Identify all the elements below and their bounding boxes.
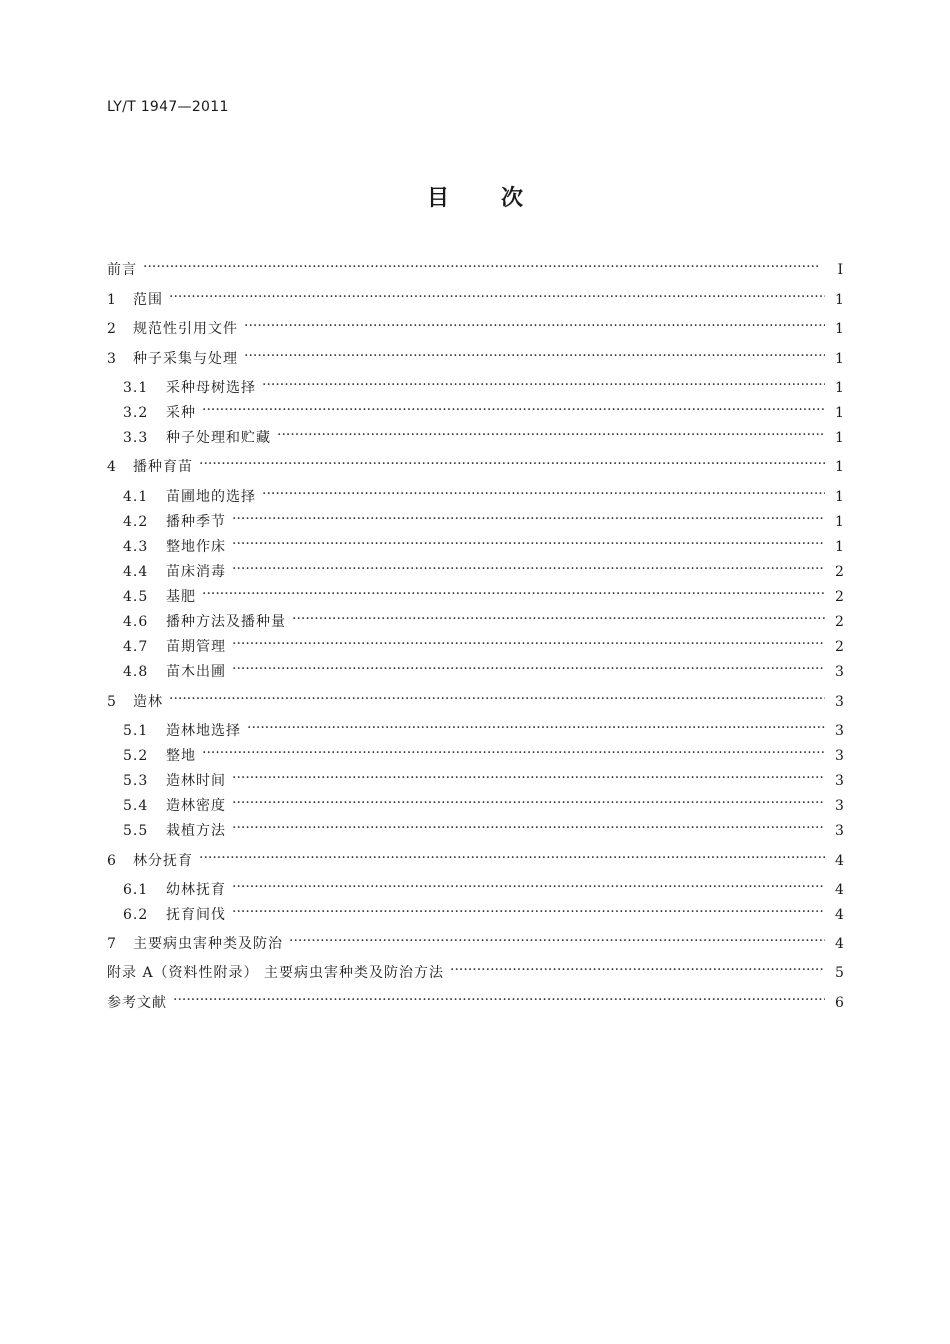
toc-entry-label: 造林密度 <box>166 798 226 814</box>
toc-entry[interactable] <box>107 850 843 870</box>
toc-entry-number: 4.3 <box>123 539 149 555</box>
toc-entry-number: 5.3 <box>123 773 149 789</box>
toc-entry-number: 1 <box>107 292 117 308</box>
toc-entry-label: 采种 <box>166 405 196 421</box>
toc-entry-label: 采种母树选择 <box>166 380 256 396</box>
toc-entry-page: 1 <box>835 430 844 446</box>
toc-entry-number: 4 <box>107 459 117 475</box>
toc-entry-page: 1 <box>835 380 844 396</box>
toc-entry[interactable] <box>107 795 843 815</box>
toc-entry[interactable] <box>107 879 843 899</box>
dot-leader <box>232 771 825 785</box>
toc-entry[interactable] <box>107 720 843 740</box>
toc-entry-page: Ⅰ <box>837 262 843 278</box>
toc-entry-page: 1 <box>835 539 844 555</box>
dot-leader <box>232 512 825 526</box>
toc-entry[interactable] <box>107 820 843 840</box>
toc-entry-page: 4 <box>835 907 844 923</box>
toc-entry-page: 3 <box>835 723 844 739</box>
toc-entry-label: 参考文献 <box>107 995 167 1011</box>
toc-entry[interactable] <box>107 511 843 531</box>
dot-leader <box>277 428 825 442</box>
dot-leader <box>292 612 825 626</box>
toc-entry[interactable] <box>107 377 843 397</box>
dot-leader <box>199 457 825 471</box>
toc-entry[interactable] <box>107 348 843 368</box>
toc-entry-number: 5.4 <box>123 798 149 814</box>
toc-entry-number: 5.2 <box>123 748 149 764</box>
toc-entry-number: 3.2 <box>123 405 149 421</box>
dot-leader <box>169 692 825 706</box>
toc-title-char-2: 次 <box>501 186 524 211</box>
toc-entry-number: 4.7 <box>123 639 149 655</box>
toc-entry-label: 苗木出圃 <box>166 664 226 680</box>
toc-entry-number: 4.1 <box>123 489 149 505</box>
toc-entry-number: 4.4 <box>123 564 149 580</box>
toc-entry-page: 3 <box>835 773 844 789</box>
toc-entry-label: 整地作床 <box>166 539 226 555</box>
toc-entry-number: 5.1 <box>123 723 149 739</box>
toc-entry-number: 3.3 <box>123 430 149 446</box>
dot-leader <box>232 880 825 894</box>
toc-entry-page: 1 <box>835 292 844 308</box>
toc-entry[interactable] <box>107 536 843 556</box>
toc-entry-number: 6.1 <box>123 882 149 898</box>
toc-entry[interactable] <box>107 427 843 447</box>
toc-entry-label: 种子处理和贮藏 <box>166 430 271 446</box>
toc-entry[interactable] <box>107 289 843 309</box>
toc-entry-label: 范围 <box>133 292 163 308</box>
toc-entry-label: 造林地选择 <box>166 723 241 739</box>
toc-entry-page: 3 <box>835 823 844 839</box>
toc-entry[interactable] <box>107 904 843 924</box>
standard-code: LY/T 1947—2011 <box>107 99 229 115</box>
toc-entry-label: 播种季节 <box>166 514 226 530</box>
toc-entry[interactable] <box>107 691 843 711</box>
dot-leader <box>247 721 825 735</box>
dot-leader <box>232 637 825 651</box>
toc-entry-label: 苗床消毒 <box>166 564 226 580</box>
dot-leader <box>232 537 825 551</box>
toc-entry-page: 3 <box>835 694 844 710</box>
toc-entry-page: 4 <box>835 853 844 869</box>
dot-leader <box>232 562 825 576</box>
toc-entry-number: 4.5 <box>123 589 149 605</box>
dot-leader <box>202 403 825 417</box>
dot-leader <box>232 796 825 810</box>
toc-entry-label: 基肥 <box>166 589 196 605</box>
toc-entry-label: 播种育苗 <box>133 459 193 475</box>
toc-entry[interactable] <box>107 486 843 506</box>
toc-entry-number: 4.2 <box>123 514 149 530</box>
toc-entry-label: 苗期管理 <box>166 639 226 655</box>
toc-entry[interactable] <box>107 611 843 631</box>
toc-entry-label: 主要病虫害种类及防治 <box>133 936 283 952</box>
toc-entry-number: 6 <box>107 853 117 869</box>
toc-entry-label: 林分抚育 <box>133 853 193 869</box>
toc-title-char-1: 目 <box>426 186 449 211</box>
toc-entry-label: 种子采集与处理 <box>133 351 238 367</box>
toc-entry-page: 1 <box>835 351 844 367</box>
dot-leader <box>202 746 825 760</box>
toc-entry-page: 3 <box>835 748 844 764</box>
toc-title <box>0 181 950 212</box>
toc-entry-number: 4.6 <box>123 614 149 630</box>
toc-entry-page: 1 <box>835 489 844 505</box>
toc-entry-label: 造林时间 <box>166 773 226 789</box>
toc-entry-label: 抚育间伐 <box>166 907 226 923</box>
dot-leader <box>202 587 825 601</box>
toc-entry[interactable] <box>107 636 843 656</box>
toc-entry[interactable] <box>107 318 843 338</box>
dot-leader <box>262 378 825 392</box>
dot-leader <box>232 662 825 676</box>
toc-entry-page: 4 <box>835 882 844 898</box>
toc-entry-label: 整地 <box>166 748 196 764</box>
toc-entry-page: 3 <box>835 664 844 680</box>
dot-leader <box>173 993 825 1007</box>
toc-entry[interactable] <box>107 402 843 422</box>
toc-entry-number: 5.5 <box>123 823 149 839</box>
toc-entry-page: 5 <box>835 965 844 981</box>
toc-entry-label: 造林 <box>133 694 163 710</box>
dot-leader <box>232 821 825 835</box>
toc-entry[interactable] <box>107 259 843 279</box>
toc-entry-page: 2 <box>835 614 844 630</box>
toc-entry-page: 4 <box>835 936 844 952</box>
toc-entry-page: 1 <box>835 405 844 421</box>
toc-entry-page: 2 <box>835 564 844 580</box>
toc-entry[interactable] <box>107 745 843 765</box>
toc-entry-page: 2 <box>835 639 844 655</box>
dot-leader <box>289 934 825 948</box>
toc-entry-label: 苗圃地的选择 <box>166 489 256 505</box>
toc-entry-label: 幼林抚育 <box>166 882 226 898</box>
toc-entry-label: 附录 A（资料性附录） 主要病虫害种类及防治方法 <box>107 965 445 981</box>
toc-entry-label: 前言 <box>107 262 137 278</box>
toc-entry-page: 1 <box>835 459 844 475</box>
toc-entry-page: 6 <box>835 995 844 1011</box>
toc-entry[interactable] <box>107 933 843 953</box>
toc-entry-number: 2 <box>107 321 117 337</box>
toc-entry-number: 3 <box>107 351 117 367</box>
toc-entry[interactable] <box>107 661 843 681</box>
toc-entry-label: 规范性引用文件 <box>133 321 238 337</box>
dot-leader <box>244 319 825 333</box>
toc-entry-number: 4.8 <box>123 664 149 680</box>
toc-entry[interactable] <box>107 561 843 581</box>
toc-entry-page: 2 <box>835 589 844 605</box>
toc-entry-number: 7 <box>107 936 117 952</box>
toc-entry-number: 6.2 <box>123 907 149 923</box>
dot-leader <box>232 905 825 919</box>
toc-entry[interactable] <box>107 770 843 790</box>
toc-entry[interactable] <box>107 456 843 476</box>
dot-leader <box>450 963 825 977</box>
toc-entry-page: 1 <box>835 321 844 337</box>
toc-entry-page: 1 <box>835 514 844 530</box>
toc-entry-label: 播种方法及播种量 <box>166 614 286 630</box>
dot-leader <box>169 290 825 304</box>
toc-entry-label: 栽植方法 <box>166 823 226 839</box>
dot-leader <box>244 349 825 363</box>
toc-entry-page: 3 <box>835 798 844 814</box>
toc-entry[interactable] <box>107 586 843 606</box>
dot-leader <box>143 260 825 274</box>
toc-entry-number: 5 <box>107 694 117 710</box>
dot-leader <box>199 851 825 865</box>
toc-entry-number: 3.1 <box>123 380 149 396</box>
dot-leader <box>262 487 825 501</box>
toc-entry[interactable] <box>107 992 843 1012</box>
toc-entry[interactable] <box>107 962 843 982</box>
